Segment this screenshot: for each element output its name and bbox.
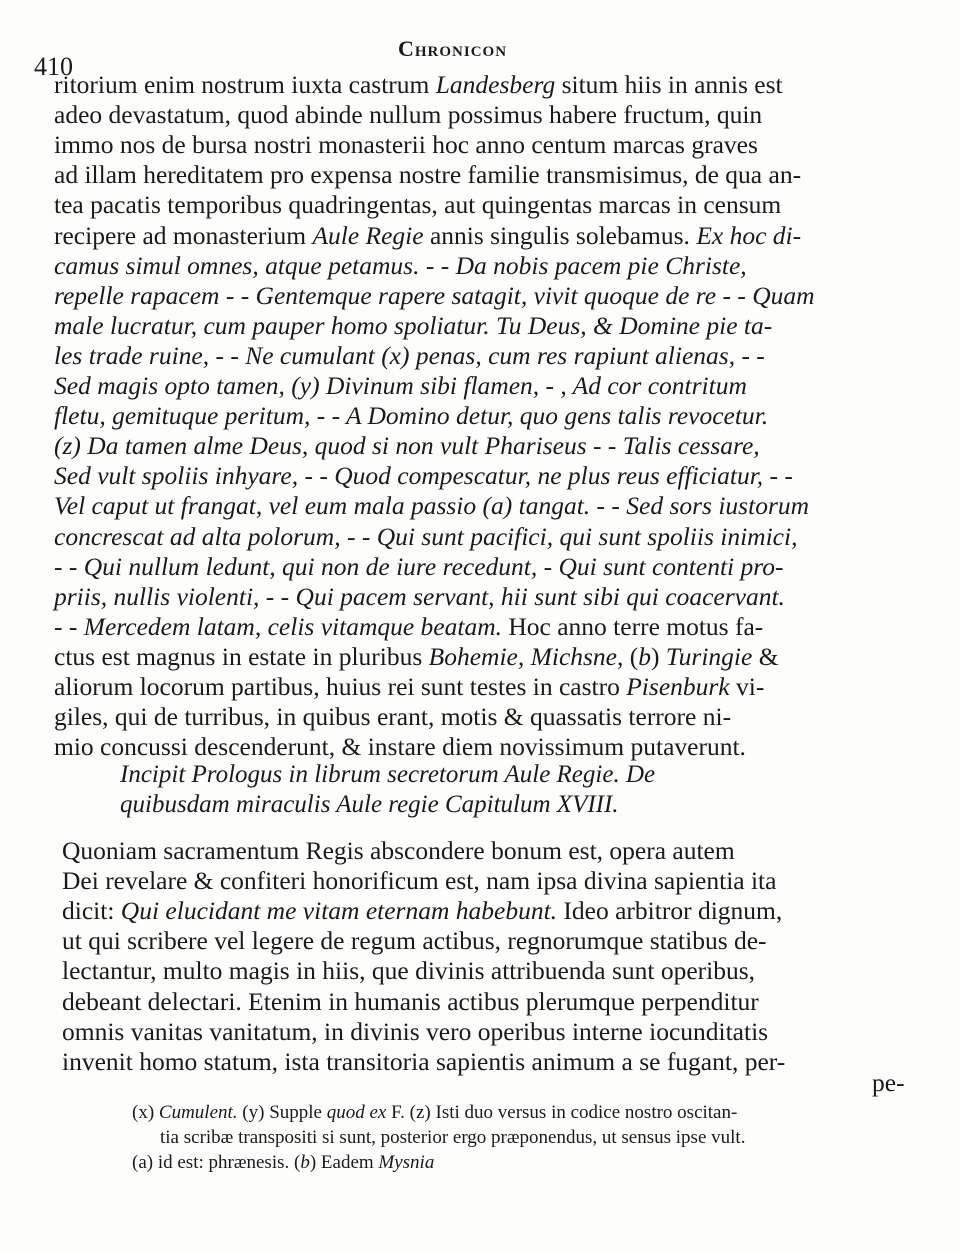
text-run: (a) id est: phrænesis. ( — [132, 1152, 301, 1173]
text-line — [54, 190, 781, 220]
text-run: ut qui scribere vel legere de regum actibus, regnorumque statibus de- — [62, 926, 767, 956]
text-run: Bohemie, Michsne, — [428, 641, 624, 671]
text-run: camus simul omnes, atque petamus. - - Da nobis pacem pie Christe, — [54, 250, 747, 280]
text-run: male lucratur, cum pauper homo spoliatur. Tu Deus, & Domine pie ta- — [54, 310, 773, 340]
heading-line: quibusdam miraculis Aule regie Capitulum XVIII. — [120, 791, 619, 819]
text-run: aliorum locorum partibus, huius rei sunt testes in castro — [54, 672, 627, 701]
text-line — [54, 371, 747, 401]
text-run: lectantur, multo magis in hiis, que divinis attribuenda sunt operibus, — [62, 956, 756, 986]
text-line — [54, 130, 758, 160]
text-line — [54, 732, 746, 762]
text-line — [62, 956, 755, 986]
text-run: vi- — [729, 672, 765, 701]
text-run: invenit homo statum, ista transitoria sapientis animum a se fugant, per- — [62, 1046, 786, 1076]
footnote-line — [132, 1150, 434, 1175]
text-run: tia scribæ transpositi si sunt, posterior ergo præponendus, ut sensus ipse vult. — [160, 1127, 746, 1148]
page-number: 410 — [34, 52, 73, 81]
text-run: Ideo arbitror dignum, — [557, 896, 783, 926]
text-line — [54, 70, 783, 100]
text-line — [54, 341, 765, 371]
text-run: situm hiis in annis est — [555, 70, 783, 99]
text-run: (z) Da tamen alme Deus, quod si non vult Phariseus - - Talis cessare, — [54, 431, 760, 461]
text-run: Qui elucidant me vitam eternam habebunt. — [120, 896, 558, 926]
text-run: ) — [651, 641, 666, 671]
text-run: F. (z) Isti duo versus in codice nostro oscitan- — [386, 1102, 738, 1123]
text-line — [54, 702, 731, 732]
text-run: (y) Supple — [237, 1102, 327, 1123]
text-run: - - Mercedem latam, celis vitamque beatam. — [54, 611, 502, 641]
text-line — [54, 160, 801, 190]
text-run: Quoniam sacramentum Regis abscondere bonum est, opera autem — [62, 836, 735, 865]
text-run: les trade ruine, - - Ne cumulant (x) penas, cum res rapiunt alienas, - - — [54, 340, 765, 370]
text-run: - - Qui nullum ledunt, qui non de iure recedunt, - Qui sunt contenti pro- — [54, 551, 784, 581]
text-run: omnis vanitas vanitatum, in divinis vero operibus interne iocunditatis — [62, 1016, 769, 1046]
text-run: tea pacatis temporibus quadringentas, aut quingentas marcas in censum — [54, 190, 782, 220]
text-run: (x) — [132, 1102, 159, 1123]
text-line — [62, 866, 776, 896]
text-run: ( — [623, 641, 639, 671]
text-line — [54, 642, 779, 672]
text-run: priis, nullis violenti, - - Qui pacem servant, hii sunt sibi qui coacervant. — [54, 581, 785, 611]
heading-line: Incipit Prologus in librum secretorum Aule Regie. De — [120, 761, 656, 788]
text-line — [62, 987, 759, 1017]
text-line — [54, 100, 762, 130]
text-line — [54, 221, 801, 251]
text-run: Dei revelare & confiteri honorificum est, nam ipsa divina sapientia ita — [62, 866, 777, 896]
text-run: ) Eadem — [309, 1152, 379, 1173]
text-line — [54, 552, 783, 582]
footnote-line — [132, 1100, 737, 1125]
text-run: & — [752, 641, 779, 671]
text-run: repelle rapacem - - Gentemque rapere satagit, vivit quoque de re - - Quam — [54, 280, 815, 310]
text-line — [54, 401, 768, 431]
text-line — [54, 311, 772, 341]
text-run: concrescat ad alta polorum, - - Qui sunt pacifici, qui sunt spoliis inimici, — [54, 521, 798, 551]
text-run: b — [638, 641, 652, 671]
text-line — [62, 896, 782, 926]
text-run: quod ex — [326, 1102, 387, 1123]
text-run: Cumulent. — [158, 1102, 238, 1123]
running-head: Chronicon — [398, 36, 508, 61]
text-run: ad illam hereditatem pro expensa nostre familie transmisimus, de qua an- — [54, 160, 802, 190]
text-line — [62, 1047, 785, 1077]
footnote-line — [160, 1125, 745, 1150]
text-run: fletu, gemituque peritum, - - A Domino detur, quo gens talis revocetur. — [54, 401, 769, 431]
text-run: b — [300, 1152, 310, 1173]
text-run: immo nos de bursa nostri monasterii hoc anno centum marcas graves — [54, 130, 758, 160]
text-line — [54, 491, 809, 521]
text-run: Sed magis opto tamen, (y) Divinum sibi flamen, - , Ad cor contritum — [54, 371, 747, 400]
text-line — [54, 672, 764, 702]
text-run: Turingie — [665, 641, 753, 671]
text-run: dicit: — [62, 896, 121, 926]
text-run: Aule Regie — [312, 220, 424, 250]
text-run: recipere ad monasterium — [54, 220, 313, 250]
text-line — [54, 281, 815, 311]
text-run: annis singulis solebamus. — [423, 220, 697, 250]
text-run: Sed vult spoliis inhyare, - - Quod compescatur, ne plus reus efficiatur, - - — [54, 461, 793, 491]
text-run: ritorium enim nostrum iuxta castrum — [54, 70, 436, 99]
text-run: Pisenburk — [626, 672, 730, 701]
text-run: Hoc anno terre motus fa- — [502, 611, 764, 641]
text-run: Ex hoc di- — [696, 220, 802, 250]
text-line — [54, 522, 797, 552]
text-line — [54, 431, 760, 461]
text-run: Mysnia — [378, 1152, 435, 1173]
text-run: Landesberg — [435, 70, 556, 99]
text-run: ctus est magnus in estate in pluribus — [54, 641, 429, 671]
text-run: mio concussi descenderunt, & instare diem novissimum putaverunt. — [54, 732, 746, 762]
text-line — [62, 836, 735, 866]
text-run: Vel caput ut frangat, vel eum mala passio (a) tangat. - - Sed sors iustorum — [54, 491, 810, 521]
catchword: pe- — [872, 1068, 905, 1097]
text-line — [54, 612, 763, 642]
text-line — [62, 926, 767, 956]
text-run: giles, qui de turribus, in quibus erant, motis & quassatis terrore ni- — [54, 702, 732, 732]
text-line — [54, 251, 747, 281]
text-line — [62, 1017, 768, 1047]
text-line — [54, 582, 785, 612]
text-run: adeo devastatum, quod abinde nullum possimus habere fructum, quin — [54, 100, 763, 130]
text-line — [54, 461, 793, 491]
text-run: debeant delectari. Etenim in humanis actibus plerumque perpenditur — [62, 986, 759, 1016]
